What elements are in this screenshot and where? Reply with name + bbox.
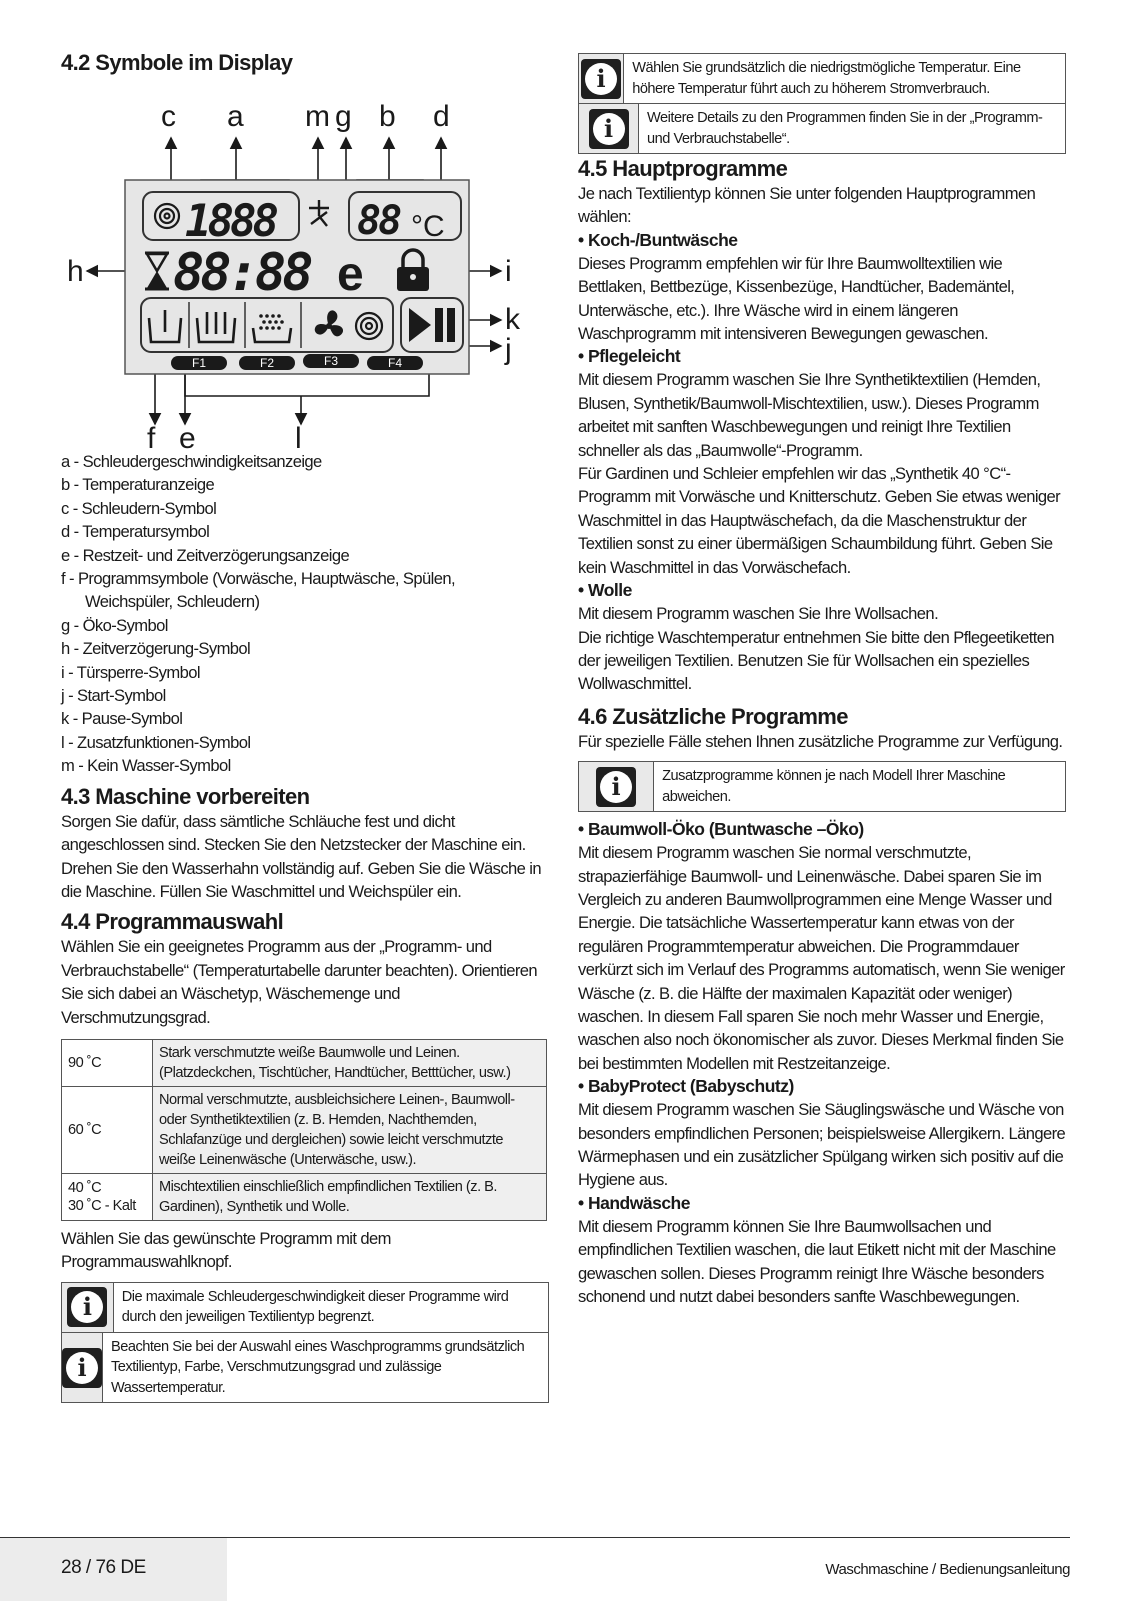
page-number: 28 / 76 DE <box>61 1557 146 1578</box>
label-d: d <box>433 100 450 133</box>
label-i: i <box>505 255 512 288</box>
temp-cell: 40 ˚C <box>68 1179 102 1196</box>
program-pflege-text-2: Für Gardinen und Schleier empfehlen wir das „Synthetik 40 °C“-Programm mit Vorwäsche und Knitterschutz. Geben Sie etwas weniger Waschmittel in das Hauptwäschefach, da die Maschenstruktur der Textilien sonst zu einer übermäßigen Schaumbildung führt. Geben Sie kein Waschmittel in das Vorwäschefach. <box>578 464 1061 577</box>
temperature-table <box>61 1039 547 1221</box>
legend-item: k - Pause-Symbol <box>61 709 183 729</box>
section-4-2-title: 4.2 Symbole im Display <box>61 50 293 75</box>
label-h: h <box>67 255 84 288</box>
program-wolle-text-2: Die richtige Waschtemperatur entnehmen Sie bitte den Pflegeetiketten der jeweiligen Textilien. Benutzen Sie für Wollsachen ein spezielles Wollwaschmittel. <box>578 627 1055 694</box>
label-l: l <box>295 422 302 455</box>
info-note <box>578 104 1066 154</box>
legend-item: h - Zeitverzögerung-Symbol <box>61 639 251 659</box>
time-readout: 88:88 <box>173 243 310 303</box>
program-baby-title: • BabyProtect (Babyschutz) <box>578 1076 794 1097</box>
legend-item: j - Start-Symbol <box>61 686 166 706</box>
label-k: k <box>505 303 520 336</box>
legend-item: c - Schleudern-Symbol <box>61 498 217 518</box>
notes-right-top <box>578 53 1066 154</box>
program-pflege-text: Mit diesem Programm waschen Sie Ihre Synthetiktextilien (Hemden, Blusen, Synthetik/Baumwoll-Mischtextilien, usw.). Dieses Programm arbeitet mit sanften Waschbewegungen und reinigt Ihre Textilien schneller als das „Baumwolle“-Programm. <box>578 370 1041 460</box>
program-hand-title: • Handwäsche <box>578 1192 690 1213</box>
info-note <box>61 1333 549 1404</box>
legend-item: a - Schleudergeschwindigkeitsanzeige <box>61 452 322 471</box>
temp-cell: 30 ˚C - Kalt <box>68 1197 136 1214</box>
section-4-3-text: Sorgen Sie dafür, dass sämtliche Schläuche fest und dicht angeschlossen sind. Stecken Sie den Netzstecker der Maschine ein. Drehen Sie den Wasserhahn vollständig auf. Geben Sie die Wäsche in die Maschine. Füllen Sie Waschmittel und Weichspüler ein. <box>61 811 542 901</box>
section-4-4-text: Wählen Sie ein geeignetes Programm aus der „Programm- und Verbrauchstabelle“ (Temperaturtabelle darunter beachten). Orientieren Sie sich dabei an Wäschetyp, Wäschemenge und Verschmutzungsgrad. <box>61 937 538 1027</box>
desc-cell: Normal verschmutzte, ausbleichsichere Leinen-, Baumwoll- oder Synthetiktextilien (z. B. Hemden, Nachthemden, Schlafanzüge und dergleichen) sowie leicht verschmutzte weiße Leinenwäsche (Unterwäsche, usw.). <box>153 1086 547 1173</box>
page-footer <box>0 1537 1128 1601</box>
temp-cell: 60 ˚C <box>68 1121 102 1138</box>
function-f2: F2 <box>259 356 275 370</box>
temperature-unit: °C <box>411 210 445 243</box>
label-a: a <box>227 100 244 133</box>
section-4-3-title: 4.3 Maschine vorbereiten <box>61 783 310 809</box>
footer-title: Waschmaschine / Bedienungsanleitung <box>825 1561 1070 1578</box>
section-4-5-title: 4.5 Hauptprogramme <box>578 156 788 181</box>
info-icon: i <box>589 109 629 149</box>
eco-symbol: e <box>337 248 364 301</box>
notes-right-mid <box>578 761 1066 812</box>
label-e: e <box>179 422 196 455</box>
legend-item: m - Kein Wasser-Symbol <box>61 756 231 776</box>
table-row <box>62 1086 547 1173</box>
left-column <box>61 50 551 1403</box>
function-f1: F1 <box>191 356 207 370</box>
note-text: Zusatzprogramme können je nach Modell Ihrer Maschine abweichen. <box>662 768 1006 805</box>
label-f: f <box>147 422 156 455</box>
spin-readout: 1888 <box>185 196 275 247</box>
symbol-legend <box>61 450 551 778</box>
legend-item: l - Zusatzfunktionen-Symbol <box>61 732 251 752</box>
info-icon: i <box>67 1287 107 1327</box>
display-diagram <box>61 76 551 455</box>
note-text: Beachten Sie bei der Auswahl eines Waschprogramms grundsätzlich Textilientyp, Farbe, Verschmutzungsgrad und zulässige Wassertemperatur. <box>111 1338 525 1396</box>
program-bwoeko-text: Mit diesem Programm waschen Sie normal verschmutzte, strapazierfähige Baumwoll- und Leinenwäsche. Dabei sparen Sie im Vergleich zu anderen Baumwollprogrammen eine Menge Wasser und Energie. Die tatsächliche Wassertemperatur kann etwas von der regulären Programmtemperatur abweichen. Die Programmdauer verkürzt sich im Verlauf des Programms automatisch, wenn Sie weniger Wäsche (z. B. die Hälfte der maximalen Kapazität oder weniger) waschen. In diesem Fall sparen Sie noch mehr Wasser und Energie, waschen also noch ökonomischer als zuvor. Dieses Merkmal finden Sie bei bestimmten Modellen mit Restzeitanzeige. <box>578 843 1065 1073</box>
note-text: Wählen Sie grundsätzlich die niedrigstmögliche Temperatur. Eine höhere Temperatur führt auch zu höherem Stromverbrauch. <box>632 60 1021 97</box>
function-f4: F4 <box>387 356 403 370</box>
legend-item: g - Öko-Symbol <box>61 615 168 635</box>
table-row <box>62 1039 547 1086</box>
info-icon: i <box>62 1348 102 1388</box>
program-bwoeko-title: • Baumwoll-Öko (Buntwasche –Öko) <box>578 819 864 840</box>
program-hand-text: Mit diesem Programm können Sie Ihre Baumwollsachen und empfindlichen Textilien waschen, die laut Etikett nicht mit der Maschine gewaschen sollen. Dieses Programm reinigt Ihre Wäsche besonders schonend und nutzt dabei besonders sanfte Waschbewegungen. <box>578 1216 1056 1307</box>
program-koch-text: Dieses Programm empfehlen wir für Ihre Baumwolltextilien wie Bettlaken, Bettbezüge, Kissenbezüge, Handtücher, Bademäntel, Unterwäsche, etc.). Ihre Wäsche wird in einem längeren Waschprogramm mit intensiveren Bewegungen gewaschen. <box>578 253 1015 344</box>
table-row <box>62 1173 547 1220</box>
legend-item: d - Temperatursymbol <box>61 522 210 542</box>
info-note <box>61 1282 549 1333</box>
legend-item: b - Temperaturanzeige <box>61 475 215 495</box>
temp-cell: 90 ˚C <box>68 1054 102 1071</box>
section-4-5-intro: Je nach Textilientyp können Sie unter folgenden Hauptprogrammen wählen: <box>578 184 1036 227</box>
section-4-6-intro: Für spezielle Fälle stehen Ihnen zusätzliche Programme zur Verfügung. <box>578 731 1063 751</box>
section-4-4-after: Wählen Sie das gewünschte Programm mit dem Programmauswahlknopf. <box>61 1228 391 1272</box>
info-note <box>578 53 1066 104</box>
section-4-6-title: 4.6 Zusätzliche Programme <box>578 703 848 729</box>
program-koch-title: • Koch-/Buntwäsche <box>578 229 738 250</box>
right-column <box>578 53 1070 1308</box>
temperature-readout: 88 <box>357 198 400 244</box>
label-c: c <box>161 100 176 133</box>
program-wolle-text: Mit diesem Programm waschen Sie Ihre Wollsachen. <box>578 604 939 624</box>
legend-item: f - Programmsymbole (Vorwäsche, Hauptwäsche, Spülen, <box>61 569 455 589</box>
program-wolle-title: • Wolle <box>578 580 632 601</box>
label-g: g <box>335 100 352 133</box>
desc-cell: Stark verschmutzte weiße Baumwolle und Leinen. (Platzdeckchen, Tischtücher, Handtücher, Betttücher, usw.) <box>153 1039 547 1086</box>
desc-cell: Mischtextilien einschließlich empfindlichen Textilien (z. B. Gardinen), Synthetik und Wolle. <box>153 1173 547 1220</box>
program-pflege-title: • Pflegeleicht <box>578 346 681 367</box>
info-icon: i <box>581 59 621 99</box>
note-text: Weitere Details zu den Programmen finden Sie in der „Programm- und Verbrauchstabelle“. <box>647 110 1043 147</box>
info-icon: i <box>596 767 636 807</box>
program-baby-text: Mit diesem Programm waschen Sie Säuglingswäsche und Wäsche von besonders empfindlichen Personen; beispielsweise Allergikern. Längere Wärmephasen und ein zusätzlicher Spülgang wirken sich positiv auf die Hygiene aus. <box>578 1100 1066 1190</box>
legend-item: i - Türsperre-Symbol <box>61 662 200 682</box>
label-m: m <box>305 100 330 133</box>
function-f3: F3 <box>323 354 339 368</box>
legend-item: Weichspüler, Schleudern) <box>85 592 260 612</box>
legend-item: e - Restzeit- und Zeitverzögerungsanzeige <box>61 545 350 565</box>
note-text: Die maximale Schleudergeschwindigkeit dieser Programme wird durch den jeweiligen Textilientyp begrenzt. <box>121 1288 509 1326</box>
section-4-4-title: 4.4 Programmauswahl <box>61 909 284 935</box>
notes-left <box>61 1282 549 1404</box>
label-b: b <box>379 100 396 133</box>
label-j: j <box>505 333 512 366</box>
info-note <box>578 761 1066 812</box>
